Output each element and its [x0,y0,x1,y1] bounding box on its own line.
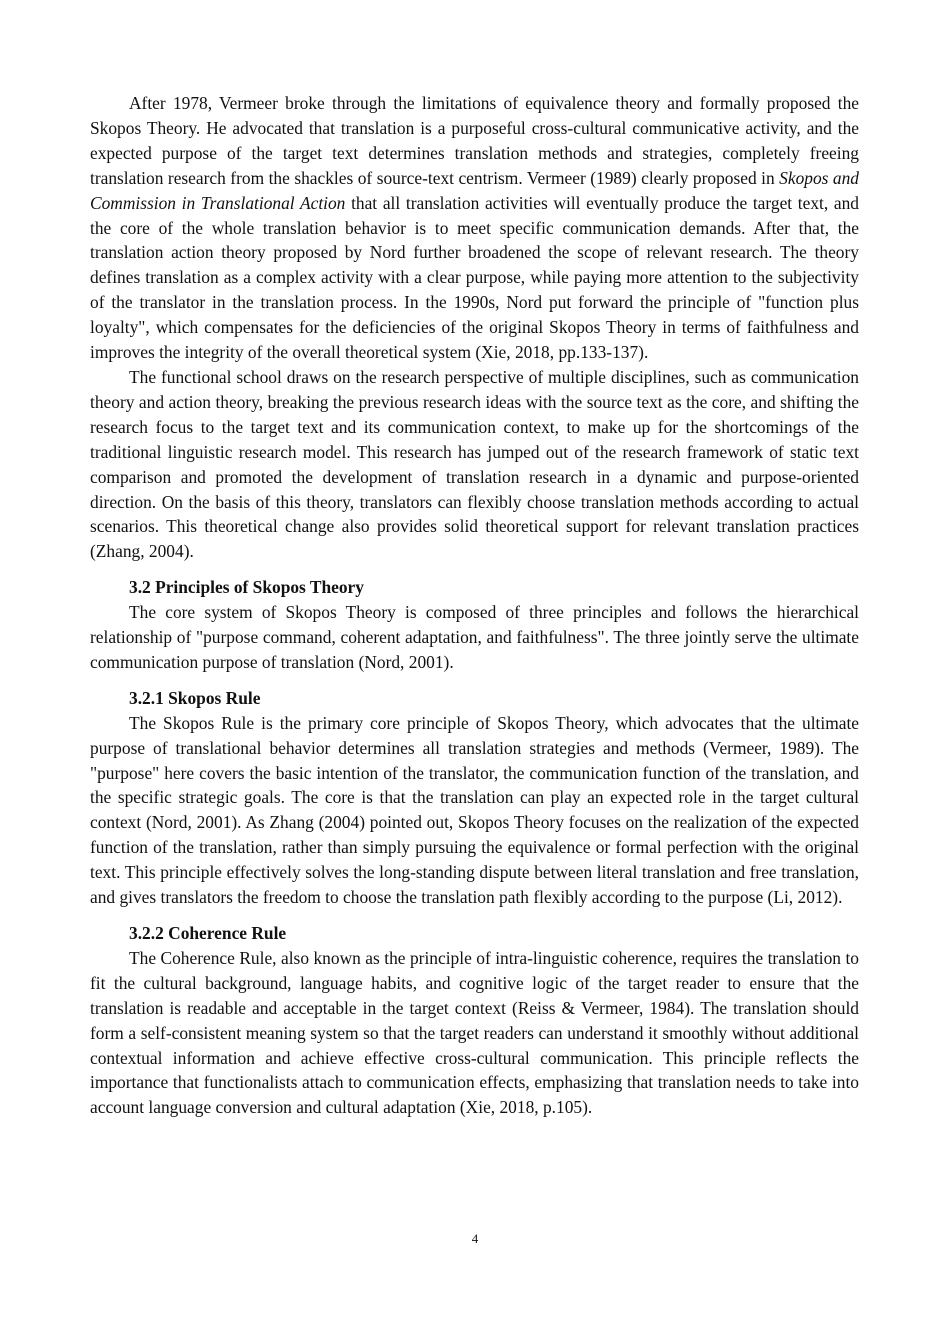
paragraph-skopos-rule: The Skopos Rule is the primary core principle of Skopos Theory, which advocates that the ultimate purpose of translational behavior determines all translation strategies and methods (Vermeer, 1989). The "purpose" here covers the basic intention of the translator, the communication function of the translation, and the specific strategic goals. The core is that the translation can play an expected role in the target cultural context (Nord, 2001). As Zhang (2004) pointed out, Skopos Theory focuses on the realization of the expected function of the translation, rather than simply pursuing the equivalence or formal perfection with the original text. This principle effectively solves the long-standing dispute between literal translation and free translation, and gives translators the freedom to choose the translation path flexibly according to the purpose (Li, 2012). [90,712,859,908]
paragraph-text: that all translation activities will eventually produce the target text, and the core of the whole translation behavior is to meet specific communication demands. After that, the translation action theory proposed by Nord further broadened the scope of relevant research. The theory defines translation as a complex activity with a clear purpose, while paying more attention to the subjectivity of the translator in the translation process. In the 1990s, Nord put forward the principle of "function plus loyalty", which compensates for the deficiencies of the original Skopos Theory in terms of faithfulness and improves the integrity of the overall theoretical system (Xie, 2018, pp.133-137). [90,192,859,363]
paragraph-functional-school: The functional school draws on the research perspective of multiple disciplines, such as communication theory and action theory, breaking the previous research ideas with the source text as the core, and shifting the research focus to the target text and its communication context, to make up for the shortcomings of the traditional linguistic research model. This research has jumped out of the research framework of static text comparison and promoted the development of translation research in a dynamic and purpose-oriented direction. On the basis of this theory, translators can flexibly choose translation methods according to actual scenarios. This theoretical change also provides solid theoretical support for relevant translation practices (Zhang, 2004). [90,366,859,562]
paragraph-core-system: The core system of Skopos Theory is composed of three principles and follows the hierarchical relationship of "purpose command, coherent adaptation, and faithfulness". The three jointly serve the ultimate communication purpose of translation (Nord, 2001). [90,602,859,672]
paragraph-coherence-rule: The Coherence Rule, also known as the principle of intra-linguistic coherence, requires the translation to fit the cultural background, language habits, and cognitive logic of the target reader to ensure that the translation is readable and acceptable in the target context (Reiss & Vermeer, 1984). The translation should form a self-consistent meaning system so that the target readers can understand it smoothly without additional contextual information and achieve effective cross-cultural communication. This principle reflects the importance that functionalists attach to communication effects, emphasizing that translation needs to take into account language conversion and cultural adaptation (Xie, 2018, p.105). [90,947,859,1118]
section-heading-skopos-rule: 3.2.1 Skopos Rule [129,687,261,708]
section-heading-principles: 3.2 Principles of Skopos Theory [129,577,364,598]
book-title: Skopos and Commission in Translational Action [90,167,859,213]
paragraph-text: After 1978, Vermeer broke through the limitations of equivalence theory and formally proposed the Skopos Theory. He advocated that translation is a purposeful cross-cultural communicative activity, and the expected purpose of the target text determines translation methods and strategies, completely freeing translation research from the shackles of source-text centrism. Vermeer (1989) clearly proposed in [90,93,859,188]
page-number: 4 [471,1231,479,1246]
section-heading-coherence-rule: 3.2.2 Coherence Rule [129,923,287,943]
paragraph-vermeer-skopos [90,91,859,365]
page-body [90,91,859,1120]
